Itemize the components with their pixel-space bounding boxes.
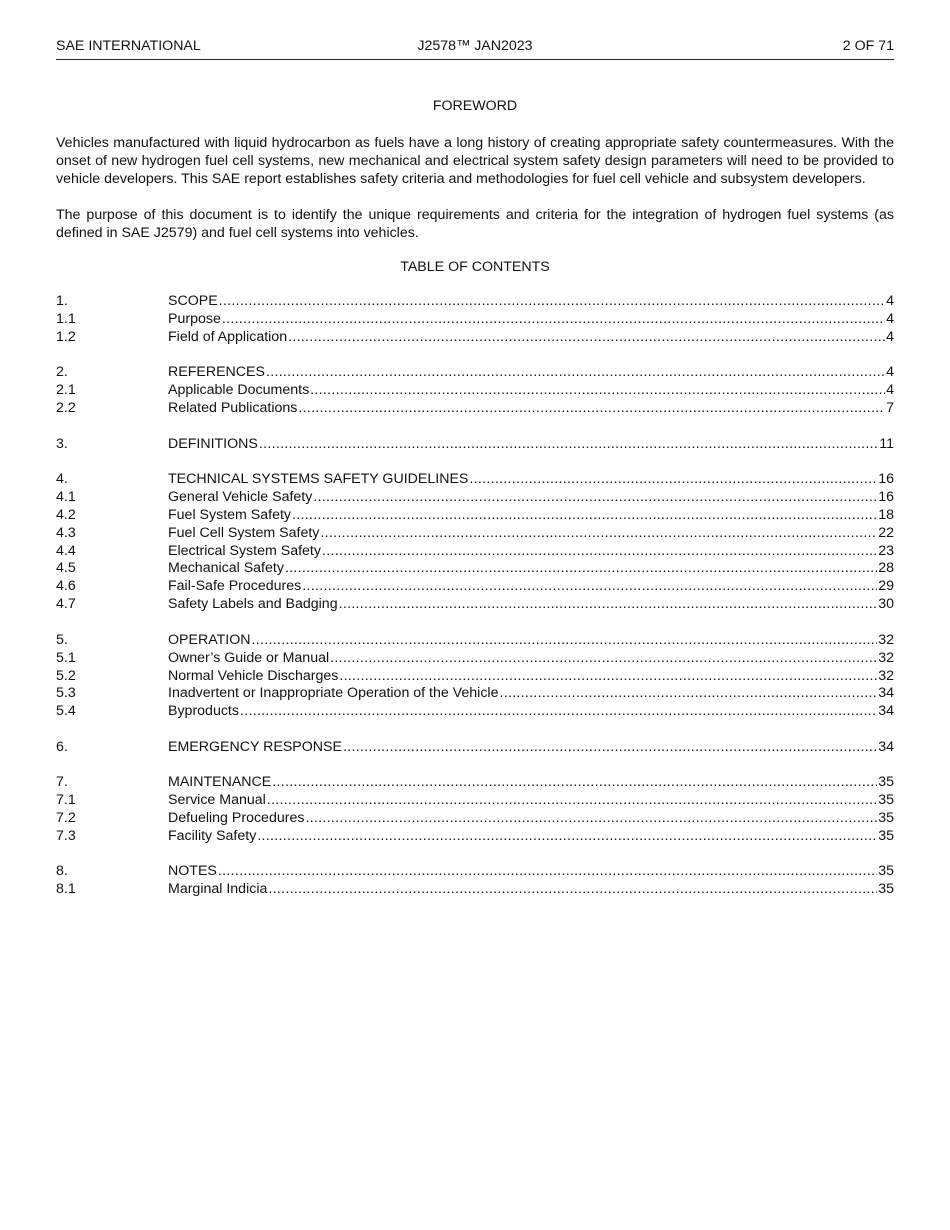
toc-entry[interactable] [56, 828, 894, 846]
toc-entry-number: 7.1 [56, 792, 76, 809]
toc-dot-leader [267, 792, 877, 810]
toc-entry-title: Normal Vehicle Discharges [168, 667, 339, 684]
table-of-contents [56, 293, 894, 899]
toc-entry-number: 7. [56, 774, 68, 791]
toc-dot-leader [302, 578, 877, 596]
toc-entry[interactable] [56, 650, 894, 668]
toc-entry[interactable] [56, 525, 894, 543]
toc-entry-title: Purpose [168, 310, 221, 327]
toc-dot-leader [320, 525, 877, 543]
toc-entry-number: 5.3 [56, 685, 76, 702]
toc-entry-number: 4. [56, 471, 68, 488]
toc-entry-page: 34 [878, 703, 894, 720]
toc-entry[interactable] [56, 489, 894, 507]
toc-group [56, 863, 894, 899]
toc-entry[interactable] [56, 774, 894, 792]
toc-entry-number: 4.3 [56, 524, 76, 541]
toc-entry-title: OPERATION [168, 631, 251, 648]
toc-entry[interactable] [56, 578, 894, 596]
toc-entry[interactable] [56, 685, 894, 703]
toc-entry[interactable] [56, 792, 894, 810]
toc-entry-number: 1.1 [56, 310, 76, 327]
toc-dot-leader [219, 293, 885, 311]
toc-entry-title: Fail-Safe Procedures [168, 578, 302, 595]
toc-entry-page: 32 [878, 631, 894, 648]
header-org: SAE INTERNATIONAL [56, 38, 201, 54]
toc-entry[interactable] [56, 436, 894, 454]
toc-dot-leader [343, 739, 877, 757]
toc-dot-leader [339, 596, 878, 614]
toc-entry-page: 29 [878, 578, 894, 595]
toc-entry-title: Applicable Documents [168, 382, 310, 399]
foreword-paragraph-1: Vehicles manufactured with liquid hydrocarbon as fuels have a long history of creating appropriate safety countermeasures. With the onset of new hydrogen fuel cell systems, new mechanical and electrical system safety design parameters will need to be provided to vehicle developers. This SAE report establishes safety criteria and methodologies for fuel cell vehicle and subsystem developers. [56, 135, 894, 187]
foreword-title: FOREWORD [432, 98, 518, 114]
toc-entry[interactable] [56, 596, 894, 614]
toc-entry-title: Facility Safety [168, 827, 257, 844]
toc-dot-leader [285, 560, 877, 578]
toc-entry-page: 35 [878, 810, 894, 827]
toc-entry-number: 2.2 [56, 400, 76, 417]
toc-dot-leader [259, 436, 878, 454]
toc-dot-leader [499, 685, 877, 703]
toc-entry-page: 34 [878, 685, 894, 702]
toc-dot-leader [268, 881, 877, 899]
toc-entry-page: 4 [886, 293, 894, 309]
toc-entry-title: Defueling Procedures [168, 810, 305, 827]
toc-entry-page: 7 [886, 400, 894, 417]
toc-entry-title: Electrical System Safety [168, 542, 321, 559]
toc-entry[interactable] [56, 364, 894, 382]
toc-entry-title: Service Manual [168, 792, 266, 809]
toc-entry-page: 4 [886, 310, 894, 327]
toc-entry-number: 8.1 [56, 881, 76, 898]
toc-dot-leader [313, 489, 877, 507]
toc-entry-number: 4.5 [56, 560, 76, 577]
toc-entry-title: TECHNICAL SYSTEMS SAFETY GUIDELINES [168, 471, 469, 488]
toc-entry-number: 7.2 [56, 810, 76, 827]
toc-entry[interactable] [56, 863, 894, 881]
toc-dot-leader [222, 311, 885, 329]
toc-entry-title: SCOPE [168, 293, 218, 309]
toc-title: TABLE OF CONTENTS [400, 259, 550, 275]
toc-dot-leader [292, 507, 877, 525]
header-doc-id: J2578™ JAN2023 [417, 38, 533, 54]
toc-entry-title: Marginal Indicia [168, 881, 268, 898]
toc-entry-title: Mechanical Safety [168, 560, 284, 577]
toc-entry-number: 4.7 [56, 596, 76, 613]
toc-entry-number: 7.3 [56, 827, 76, 844]
toc-dot-leader [252, 632, 878, 650]
toc-entry-number: 8. [56, 863, 68, 880]
toc-entry-number: 4.1 [56, 488, 76, 505]
toc-entry-page: 4 [886, 382, 894, 399]
toc-entry-number: 3. [56, 435, 68, 452]
toc-entry-page: 30 [878, 596, 894, 613]
toc-dot-leader [257, 828, 877, 846]
toc-entry[interactable] [56, 471, 894, 489]
toc-entry[interactable] [56, 311, 894, 329]
toc-entry[interactable] [56, 329, 894, 347]
toc-entry-title: Byproducts [168, 703, 239, 720]
toc-entry-title: DEFINITIONS [168, 435, 258, 452]
toc-entry[interactable] [56, 668, 894, 686]
toc-entry-page: 35 [878, 774, 894, 791]
toc-dot-leader [272, 774, 877, 792]
toc-entry-page: 35 [878, 881, 894, 898]
toc-entry-title: Related Publications [168, 400, 298, 417]
toc-dot-leader [298, 400, 885, 418]
toc-entry[interactable] [56, 560, 894, 578]
toc-entry-title: Inadvertent or Inappropriate Operation of the Vehicle [168, 685, 499, 702]
toc-entry[interactable] [56, 810, 894, 828]
toc-entry-page: 18 [878, 506, 894, 523]
toc-entry-page: 16 [878, 471, 894, 488]
toc-entry-number: 5.4 [56, 703, 76, 720]
toc-entry-number: 6. [56, 738, 68, 755]
toc-entry-page: 35 [878, 863, 894, 880]
toc-entry-title: Fuel Cell System Safety [168, 524, 320, 541]
document-page [56, 38, 894, 917]
toc-entry-title: Owner’s Guide or Manual [168, 649, 330, 666]
toc-entry-page: 4 [886, 364, 894, 381]
toc-entry-page: 32 [878, 649, 894, 666]
toc-entry-number: 4.4 [56, 542, 76, 559]
toc-entry-page: 22 [878, 524, 894, 541]
toc-entry-number: 5. [56, 631, 68, 648]
toc-dot-leader [330, 650, 877, 668]
toc-entry-page: 28 [878, 560, 894, 577]
toc-entry-number: 5.1 [56, 649, 76, 666]
toc-entry-page: 35 [878, 792, 894, 809]
toc-group [56, 632, 894, 721]
toc-entry[interactable] [56, 632, 894, 650]
toc-entry-title: REFERENCES [168, 364, 265, 381]
foreword-paragraph-2: The purpose of this document is to identify the unique requirements and criteria for the integration of hydrogen fuel systems (as defined in SAE J2579) and fuel cell systems into vehicles. [56, 207, 894, 241]
toc-entry-page: 23 [878, 542, 894, 559]
toc-entry-number: 4.2 [56, 506, 76, 523]
toc-dot-leader [288, 329, 885, 347]
toc-entry-page: 11 [879, 435, 894, 452]
toc-group [56, 774, 894, 846]
toc-entry-title: Fuel System Safety [168, 506, 292, 523]
toc-dot-leader [218, 863, 877, 881]
toc-entry-number: 1.2 [56, 328, 76, 345]
toc-entry[interactable] [56, 739, 894, 757]
toc-entry[interactable] [56, 703, 894, 721]
header-page-number: 2 OF 71 [842, 38, 894, 54]
toc-entry-page: 16 [878, 488, 894, 505]
page-header [56, 38, 894, 60]
toc-entry-page: 32 [878, 667, 894, 684]
toc-dot-leader [266, 364, 885, 382]
toc-entry-number: 2. [56, 364, 68, 381]
toc-dot-leader [322, 543, 877, 561]
toc-entry-title: Safety Labels and Badging [168, 596, 338, 613]
toc-entry-title: MAINTENANCE [168, 774, 272, 791]
toc-entry-number: 5.2 [56, 667, 76, 684]
toc-dot-leader [339, 668, 877, 686]
toc-entry-title: General Vehicle Safety [168, 488, 313, 505]
toc-dot-leader [469, 471, 877, 489]
toc-entry[interactable] [56, 881, 894, 899]
toc-entry-number: 1. [56, 293, 68, 309]
toc-dot-leader [240, 703, 877, 721]
toc-entry-title: EMERGENCY RESPONSE [168, 738, 342, 755]
toc-group [56, 471, 894, 614]
toc-entry[interactable] [56, 293, 894, 311]
toc-dot-leader [305, 810, 877, 828]
toc-group [56, 436, 894, 454]
toc-entry-page: 35 [878, 827, 894, 844]
toc-entry-number: 4.6 [56, 578, 76, 595]
toc-entry[interactable] [56, 382, 894, 400]
toc-entry-title: NOTES [168, 863, 217, 880]
toc-entry-title: Field of Application [168, 328, 288, 345]
toc-group [56, 364, 894, 418]
toc-group [56, 293, 894, 347]
toc-group [56, 739, 894, 757]
toc-dot-leader [310, 382, 885, 400]
toc-entry-page: 4 [886, 328, 894, 345]
toc-entry[interactable] [56, 400, 894, 418]
toc-entry-number: 2.1 [56, 382, 76, 399]
toc-entry-page: 34 [878, 738, 894, 755]
toc-entry[interactable] [56, 543, 894, 561]
toc-entry[interactable] [56, 507, 894, 525]
